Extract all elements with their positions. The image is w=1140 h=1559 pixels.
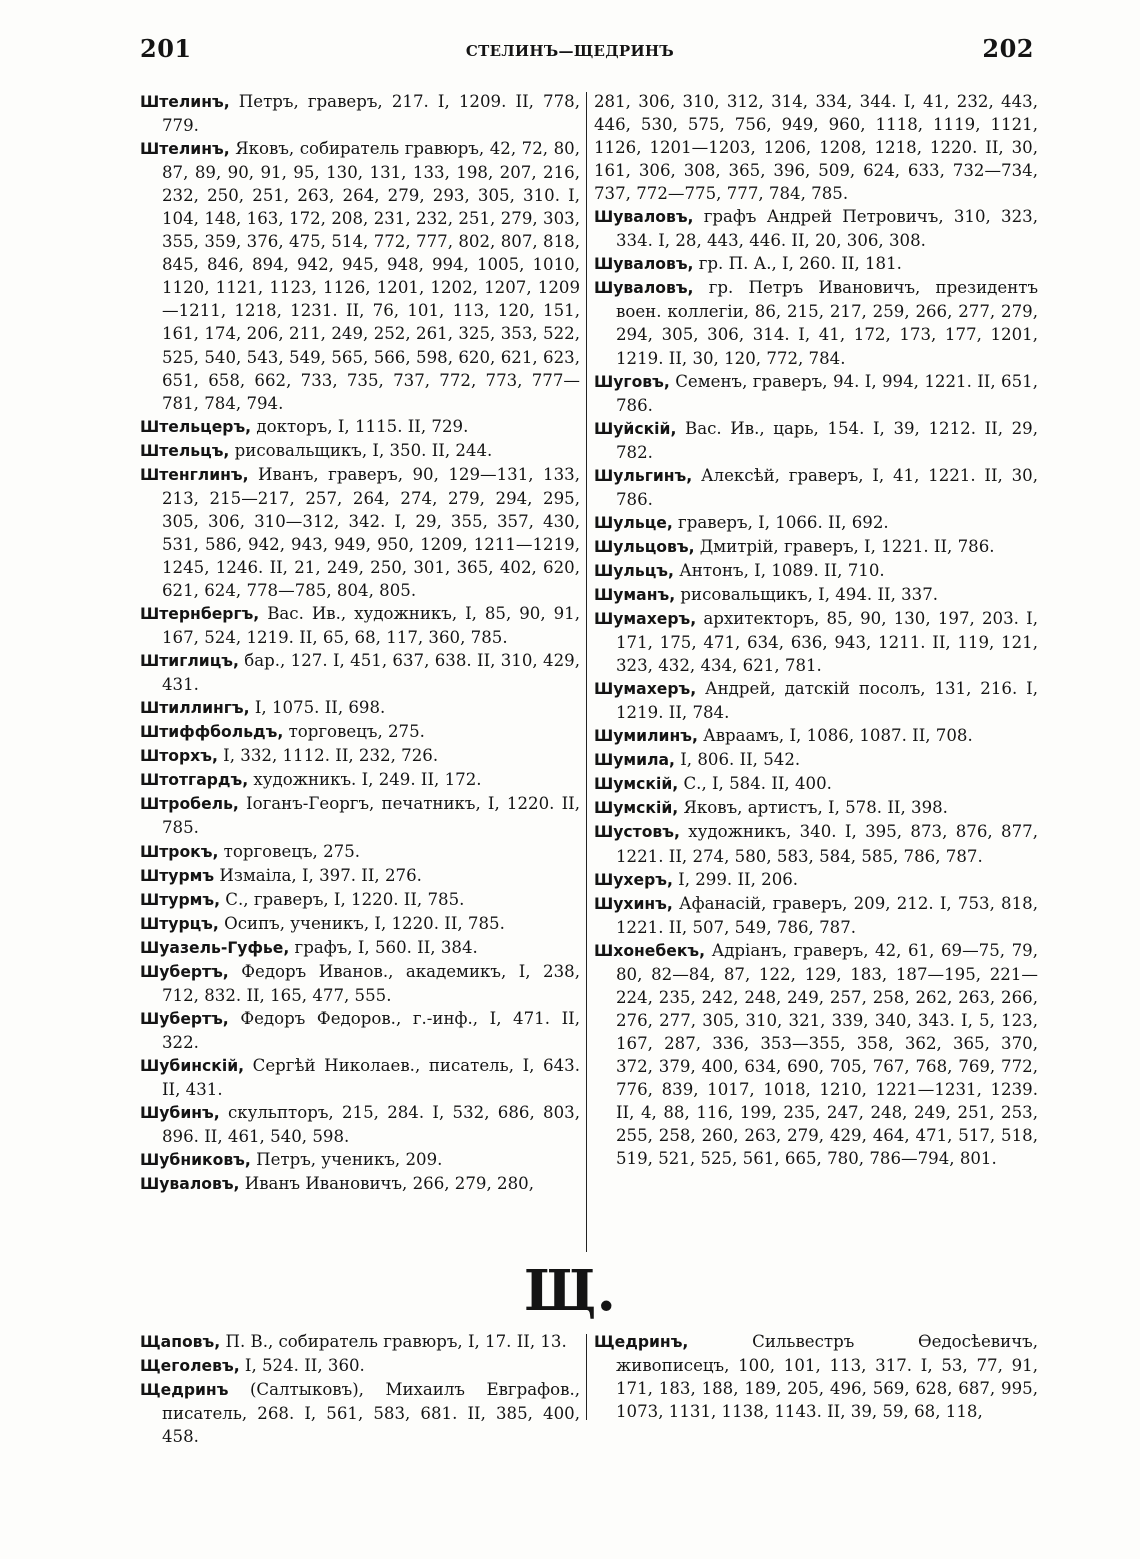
- index-entry: [594, 370, 1038, 417]
- entry-headword: Шульцъ,: [594, 561, 674, 580]
- index-entry: [594, 724, 1038, 748]
- index-entry: [594, 276, 1038, 369]
- index-entry: [140, 439, 580, 463]
- entry-headword: Шторхъ,: [140, 747, 218, 766]
- entry-references: скульпторъ, 215, 284. I, 532, 686, 803, 896. II, 461, 540, 598.: [162, 1103, 580, 1147]
- entry-references: Петръ, граверъ, 217. I, 1209. II, 778, 779.: [162, 92, 580, 136]
- index-entry: [594, 892, 1038, 939]
- entry-references: I, 299. II, 206.: [672, 869, 799, 889]
- index-entry: [140, 1007, 580, 1054]
- entry-headword: Шуваловъ,: [140, 1175, 240, 1194]
- entry-references: торговецъ, 275.: [218, 841, 361, 861]
- entry-references: Яковъ, собиратель гравюръ, 42, 72, 80, 87, 89, 90, 91, 95, 130, 131, 133, 198, 207, 216, 232, 250, 251, 263, 264, 279, 293, 305, 310. I, 104, 148, 163, 172, 208, 231, 232, 251, 279, 303, 355, 359, 376, 475, 514, 772, 777, 802, 807, 818, 845, 846, 894, 942, 945, 948, 994, 1005, 1010, 1120, 1121, 1123, 1126, 1201, 1202, 1207, 1209—1211, 1218, 1231. II, 76, 101, 113, 120, 151, 161, 174, 206, 211, 249, 252, 261, 325, 353, 522, 525, 540, 543, 549, 565, 566, 598, 620, 621, 623, 651, 658, 662, 733, 735, 737, 772, 773, 777—781, 784, 794.: [162, 139, 580, 413]
- entry-references: Афанасій, граверъ, 209, 212. I, 753, 818, 1221. II, 507, 549, 786, 787.: [616, 893, 1038, 937]
- entry-references: Сильвестръ Ѳедосѣевичъ, живописецъ, 100, 101, 113, 317. I, 53, 77, 91, 171, 183, 188, 189, 205, 496, 569, 628, 687, 995, 1073, 1131, 1138, 1143. II, 39, 59, 68, 118,: [616, 1332, 1038, 1422]
- entry-headword: Штельцъ,: [140, 441, 230, 460]
- bottom-left-index-column: [140, 1330, 580, 1448]
- entry-headword: Шубинскій,: [140, 1056, 245, 1075]
- entry-headword: Штиглицъ,: [140, 652, 239, 671]
- entry-headword: Штенглинъ,: [140, 465, 249, 484]
- entry-headword: Щеголевъ,: [140, 1357, 240, 1376]
- index-entry: [140, 1354, 580, 1378]
- entry-headword: Штелинъ,: [140, 140, 230, 159]
- index-entry: [594, 464, 1038, 511]
- right-page-number: 202: [982, 34, 1034, 63]
- entry-references: Іоганъ-Георгъ, печатникъ, I, 1220. II, 785.: [162, 794, 580, 838]
- index-entry: [140, 1101, 580, 1148]
- index-entry: [594, 607, 1038, 677]
- entry-references: бар., 127. I, 451, 637, 638. II, 310, 429, 431.: [162, 651, 580, 695]
- entry-references: Андрей, датскій посолъ, 131, 216. I, 1219. II, 784.: [616, 679, 1038, 723]
- index-entry: [594, 583, 1038, 607]
- entry-references: графъ Андрей Петровичъ, 310, 323, 334. I, 28, 443, 446. II, 20, 306, 308.: [616, 207, 1038, 251]
- index-entry: [594, 252, 1038, 276]
- index-entry: [140, 1148, 580, 1172]
- left-page-number: 201: [140, 34, 192, 63]
- index-entry: [594, 205, 1038, 252]
- entry-headword: Шуваловъ,: [594, 279, 694, 298]
- entry-headword: Шуазель-Гуфье,: [140, 938, 290, 957]
- entry-headword: Шуманъ,: [594, 585, 676, 604]
- index-entry: [140, 415, 580, 439]
- entry-headword: Штиффбольдъ,: [140, 723, 284, 742]
- entry-headword: Штотгардъ,: [140, 771, 249, 790]
- index-entry: [140, 1378, 580, 1448]
- entry-references: докторъ, I, 1115. II, 729.: [251, 416, 469, 436]
- index-entry: [594, 511, 1038, 535]
- index-entry: [140, 1172, 580, 1196]
- entry-references: Яковъ, артистъ, I, 578. II, 398.: [678, 798, 948, 818]
- entry-references: Федоръ Федоров., г.-инф., I, 471. II, 322.: [162, 1008, 580, 1052]
- entry-references: Измаіла, I, 397. II, 276.: [214, 865, 422, 885]
- entry-references: художникъ. I, 249. II, 172.: [248, 770, 482, 790]
- index-entry: [594, 796, 1038, 820]
- entry-headword: Шумскій,: [594, 775, 679, 794]
- entry-headword: Шубертъ,: [140, 962, 229, 981]
- index-entry: [140, 768, 580, 792]
- entry-references: Вас. Ив., царь, 154. I, 39, 1212. II, 29, 782.: [616, 418, 1038, 462]
- entry-headword: Штиллингъ,: [140, 699, 250, 718]
- index-entry: [140, 720, 580, 744]
- entry-headword: Штурцъ,: [140, 914, 219, 933]
- entry-headword: Шубертъ,: [140, 1009, 229, 1028]
- entry-headword: Шульгинъ,: [594, 466, 693, 485]
- entry-headword: Шуговъ,: [594, 372, 670, 391]
- entry-headword: Шхонебекъ,: [594, 941, 706, 960]
- entry-headword: Шухеръ,: [594, 870, 673, 889]
- entry-references: гр. Петръ Ивановичъ, президентъ воен. коллегіи, 86, 215, 217, 259, 266, 277, 279, 294, 305, 306, 314. I, 41, 172, 173, 177, 1201, 1219. II, 30, 120, 772, 784.: [616, 278, 1038, 368]
- entry-references: архитекторъ, 85, 90, 130, 197, 203. I, 171, 175, 471, 634, 636, 943, 1211. II, 119, 121, 323, 432, 434, 621, 781.: [616, 609, 1038, 676]
- index-entry: [594, 677, 1038, 724]
- entry-headword: Шуваловъ,: [594, 255, 694, 274]
- entry-headword: Шуйскій,: [594, 419, 677, 438]
- entry-references: I, 1075. II, 698.: [249, 698, 386, 718]
- entry-references: Дмитрій, граверъ, I, 1221. II, 786.: [694, 536, 995, 556]
- index-entry: [140, 936, 580, 960]
- entry-headword: Штельцеръ,: [140, 417, 252, 436]
- entry-references: 281, 306, 310, 312, 314, 334, 344. I, 41, 232, 443, 446, 530, 575, 756, 949, 960, 1118, 1119, 1121, 1126, 1201—1203, 1206, 1208, 1218, 1220. II, 30, 161, 306, 308, 365, 396, 509, 624, 633, 732—734, 737, 772—775, 777, 784, 785.: [594, 92, 1038, 204]
- index-entry: [140, 792, 580, 839]
- entry-references: Адріанъ, граверъ, 42, 61, 69—75, 79, 80, 82—84, 87, 122, 129, 183, 187—195, 221—224, 235, 242, 248, 249, 257, 258, 262, 263, 266, 276, 277, 305, 310, 321, 339, 340, 343. I, 5, 123, 167, 287, 336, 353—355, 358, 362, 365, 370, 372, 379, 400, 634, 690, 705, 767, 768, 769, 772, 776, 839, 1017, 1018, 1210, 1221—1231, 1239. II, 4, 88, 116, 199, 235, 247, 248, 249, 251, 253, 255, 258, 260, 263, 279, 429, 464, 471, 517, 518, 519, 521, 525, 561, 665, 780, 786—794, 801.: [616, 940, 1038, 1169]
- entry-references: Антонъ, I, 1089. II, 710.: [673, 560, 885, 580]
- index-entry: [594, 868, 1038, 892]
- entry-headword: Шубинъ,: [140, 1104, 220, 1123]
- entry-references: Осипъ, ученикъ, I, 1220. II, 785.: [218, 913, 505, 933]
- entry-headword: Штернбергъ,: [140, 605, 260, 624]
- index-entry: [140, 649, 580, 696]
- index-entry: [140, 696, 580, 720]
- index-entry: [140, 840, 580, 864]
- entry-references: П. В., собиратель гравюръ, I, 17. II, 13.: [220, 1332, 567, 1351]
- entry-references: рисовальщикъ, I, 494. II, 337.: [675, 584, 939, 604]
- entry-headword: Шульце,: [594, 513, 673, 532]
- entry-references: С., граверъ, I, 1220. II, 785.: [220, 889, 465, 909]
- entry-headword: Штробель,: [140, 795, 239, 814]
- entry-references: Петръ, ученикъ, 209.: [250, 1150, 443, 1170]
- index-entry: [594, 748, 1038, 772]
- entry-references: I, 806. II, 542.: [674, 750, 801, 770]
- entry-headword: Шуваловъ,: [594, 208, 694, 227]
- entry-references: торговецъ, 275.: [283, 722, 425, 742]
- entry-references: Авраамъ, I, 1086, 1087. II, 708.: [697, 726, 973, 746]
- entry-references: (Салтыковъ), Михаилъ Евграфов., писатель, 268. I, 561, 583, 681. II, 385, 400, 458.: [162, 1380, 580, 1447]
- page-header: [0, 34, 1140, 70]
- right-index-column: [594, 90, 1038, 1170]
- index-entry: [594, 772, 1038, 796]
- entry-headword: Штелинъ,: [140, 93, 230, 111]
- entry-headword: Штурмъ: [140, 866, 215, 885]
- entry-headword: Щедринъ,: [594, 1333, 689, 1351]
- index-entry: [140, 912, 580, 936]
- entry-references: Семенъ, граверъ, 94. I, 994, 1221. II, 651, 786.: [616, 371, 1038, 415]
- entry-references: Иванъ, граверъ, 90, 129—131, 133, 213, 215—217, 257, 264, 274, 279, 294, 295, 305, 306, 310—312, 342. I, 29, 355, 357, 430, 531, 586, 942, 943, 949, 950, 1209, 1211—1219, 1245, 1246. II, 21, 249, 250, 301, 365, 402, 620, 621, 624, 778—785, 804, 805.: [162, 464, 580, 600]
- index-entry: [594, 1330, 1038, 1423]
- entry-references: Вас. Ив., художникъ, I, 85, 90, 91, 167, 524, 1219. II, 65, 68, 117, 360, 785.: [162, 604, 580, 648]
- entry-references: I, 524. II, 360.: [239, 1356, 365, 1376]
- index-entry: [594, 90, 1038, 205]
- index-entry: [140, 888, 580, 912]
- index-entry: [594, 820, 1038, 867]
- index-entry: [594, 417, 1038, 464]
- index-entry: [140, 137, 580, 415]
- entry-headword: Шубниковъ,: [140, 1151, 251, 1170]
- section-letter: Щ.: [524, 1258, 616, 1324]
- index-entry: [140, 90, 580, 137]
- entry-headword: Шумскій,: [594, 799, 679, 818]
- entry-headword: Шульцовъ,: [594, 537, 695, 556]
- entry-references: граверъ, I, 1066. II, 692.: [672, 512, 889, 532]
- index-entry: [140, 1330, 580, 1354]
- entry-references: рисовальщикъ, I, 350. II, 244.: [229, 440, 493, 460]
- left-index-column: [140, 90, 580, 1196]
- bottom-right-index-column: [594, 1330, 1038, 1423]
- entry-headword: Шумахеръ,: [594, 680, 697, 699]
- entry-headword: Щаповъ,: [140, 1333, 221, 1351]
- entry-references: гр. П. А., I, 260. II, 181.: [693, 254, 902, 274]
- entry-references: художникъ, 340. I, 395, 873, 876, 877, 1221. II, 274, 580, 583, 584, 585, 786, 787.: [616, 822, 1038, 866]
- index-entry: [140, 463, 580, 602]
- index-entry: [594, 535, 1038, 559]
- entry-references: графъ, I, 560. II, 384.: [289, 937, 478, 957]
- entry-headword: Штрокъ,: [140, 842, 219, 861]
- column-divider: [586, 92, 587, 1252]
- index-entry: [140, 1054, 580, 1101]
- entry-headword: Шухинъ,: [594, 894, 673, 913]
- index-entry: [140, 960, 580, 1007]
- entry-references: Сергѣй Николаев., писатель, I, 643. II, 431.: [162, 1055, 580, 1099]
- bottom-column-divider: [586, 1334, 587, 1420]
- entry-headword: Штурмъ,: [140, 890, 221, 909]
- index-entry: [140, 602, 580, 649]
- entry-references: Иванъ Ивановичъ, 266, 279, 280,: [239, 1174, 534, 1194]
- entry-references: I, 332, 1112. II, 232, 726.: [217, 746, 439, 766]
- running-title: СТЕЛИНЪ—ЩЕДРИНЪ: [465, 42, 675, 60]
- entry-headword: Щедринъ: [140, 1381, 229, 1400]
- entry-headword: Шумахеръ,: [594, 610, 697, 629]
- index-entry: [594, 559, 1038, 583]
- entry-references: С., I, 584. II, 400.: [678, 774, 832, 794]
- entry-references: Федоръ Иванов., академикъ, I, 238, 712, 832. II, 165, 477, 555.: [162, 961, 580, 1005]
- entry-headword: Шумилинъ,: [594, 727, 698, 746]
- entry-headword: Шустовъ,: [594, 823, 680, 842]
- index-entry: [594, 939, 1038, 1170]
- index-entry: [140, 864, 580, 888]
- entry-references: Алексѣй, граверъ, I, 41, 1221. II, 30, 786.: [616, 465, 1038, 509]
- index-entry: [140, 744, 580, 768]
- entry-headword: Шумила,: [594, 751, 675, 770]
